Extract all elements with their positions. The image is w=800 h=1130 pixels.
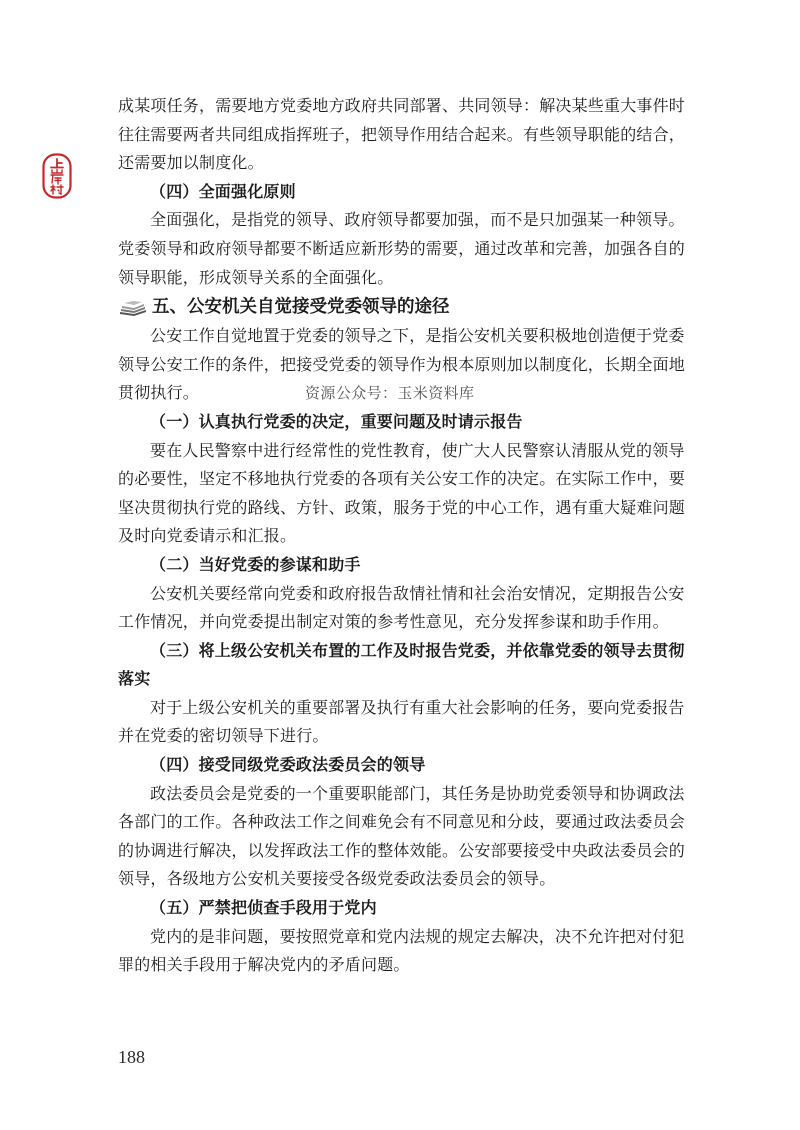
paragraph-line: 及时向党委请示和汇报。 bbox=[118, 526, 297, 546]
section-heading-5 bbox=[118, 292, 693, 322]
paragraph-line: 政法委员会是党委的一个重要职能部门，其任务是协助党委领导和协调政法 bbox=[150, 783, 685, 803]
paragraph-line-with-watermark bbox=[118, 379, 693, 408]
watermark-text: 资源公众号：玉米资料库 bbox=[305, 384, 475, 403]
paragraph-line: 领导公安工作的条件，把接受党委的领导作为根本原则加以制度化，长期全面地 bbox=[118, 354, 686, 374]
subsection-heading-4b: （四）接受同级党委政法委员会的领导 bbox=[150, 755, 426, 775]
paragraph-line: 全面强化，是指党的领导、政府领导都要加强，而不是只加强某一种领导。 bbox=[150, 210, 685, 230]
subsection-heading-3-cont: 落实 bbox=[118, 669, 151, 689]
paragraph-line: 罪的相关手段用于解决党内的矛盾问题。 bbox=[118, 955, 410, 975]
subsection-heading-3: （三）将上级公安机关布置的工作及时报告党委，并依靠党委的领导去贯彻 bbox=[150, 640, 685, 660]
paragraph-line: 对于上级公安机关的重要部署及执行有重大社会影响的任务，要向党委报告 bbox=[150, 697, 685, 717]
seal-stamp-icon bbox=[42, 153, 72, 199]
paragraph-line: 坚决贯彻执行党的路线、方针、政策，服务于党的中心工作，遇有重大疑难问题 bbox=[118, 497, 686, 517]
paragraph-line: 要在人民警察中进行经常性的党性教育，使广大人民警察认清服从党的领导 bbox=[150, 440, 685, 460]
paragraph-line: 的协调进行解决，以发挥政法工作的整体效能。公安部要接受中央政法委员会的 bbox=[118, 840, 686, 860]
paragraph-line: 成某项任务，需要地方党委地方政府共同部署、共同领导：解决某些重大事件时 bbox=[118, 96, 686, 115]
paragraph-line: 各部门的工作。各种政法工作之间难免会有不同意见和分歧，要通过政法委员会 bbox=[118, 812, 686, 832]
paragraph-line: 还需要加以制度化。 bbox=[118, 153, 264, 173]
paragraph-line: 的必要性，坚定不移地执行党委的各项有关公安工作的决定。在实际工作中，要 bbox=[118, 469, 686, 489]
page-number: 188 bbox=[118, 1047, 145, 1067]
book-stack-icon bbox=[118, 298, 148, 316]
paragraph-line: 领导职能，形成领导关系的全面强化。 bbox=[118, 267, 394, 287]
paragraph-line: 党委领导和政府领导都要不断适应新形势的需要，通过改革和完善，加强各自的 bbox=[118, 238, 686, 258]
paragraph-line: 公安机关要经常向党委和政府报告敌情社情和社会治安情况，定期报告公安 bbox=[150, 583, 685, 603]
paragraph-line: 往往需要两者共同组成指挥班子，把领导作用结合起来。有些领导职能的结合， bbox=[118, 124, 686, 144]
page-body bbox=[118, 92, 693, 980]
paragraph-line: 公安工作自觉地置于党委的领导之下，是指公安机关要积极地创造便于党委 bbox=[150, 326, 685, 346]
paragraph-line: 领导，各级地方公安机关要接受各级党委政法委员会的领导。 bbox=[118, 869, 556, 889]
paragraph-text: 贯彻执行。 bbox=[118, 383, 200, 403]
subsection-heading-2: （二）当好党委的参谋和助手 bbox=[150, 554, 361, 574]
paragraph-line: 工作情况，并向党委提出制定对策的参考性意见，充分发挥参谋和助手作用。 bbox=[118, 612, 669, 632]
section-title: 五、公安机关自觉接受党委领导的途径 bbox=[152, 297, 450, 318]
paragraph-line: 党内的是非问题，要按照党章和党内法规的规定去解决，决不允许把对付犯 bbox=[150, 926, 685, 946]
subsection-heading-1: （一）认真执行党委的决定，重要问题及时请示报告 bbox=[150, 411, 523, 431]
subsection-heading-5: （五）严禁把侦查手段用于党内 bbox=[150, 898, 377, 918]
paragraph-line: 并在党委的密切领导下进行。 bbox=[118, 726, 329, 746]
subsection-heading-4: （四）全面强化原则 bbox=[150, 181, 296, 201]
